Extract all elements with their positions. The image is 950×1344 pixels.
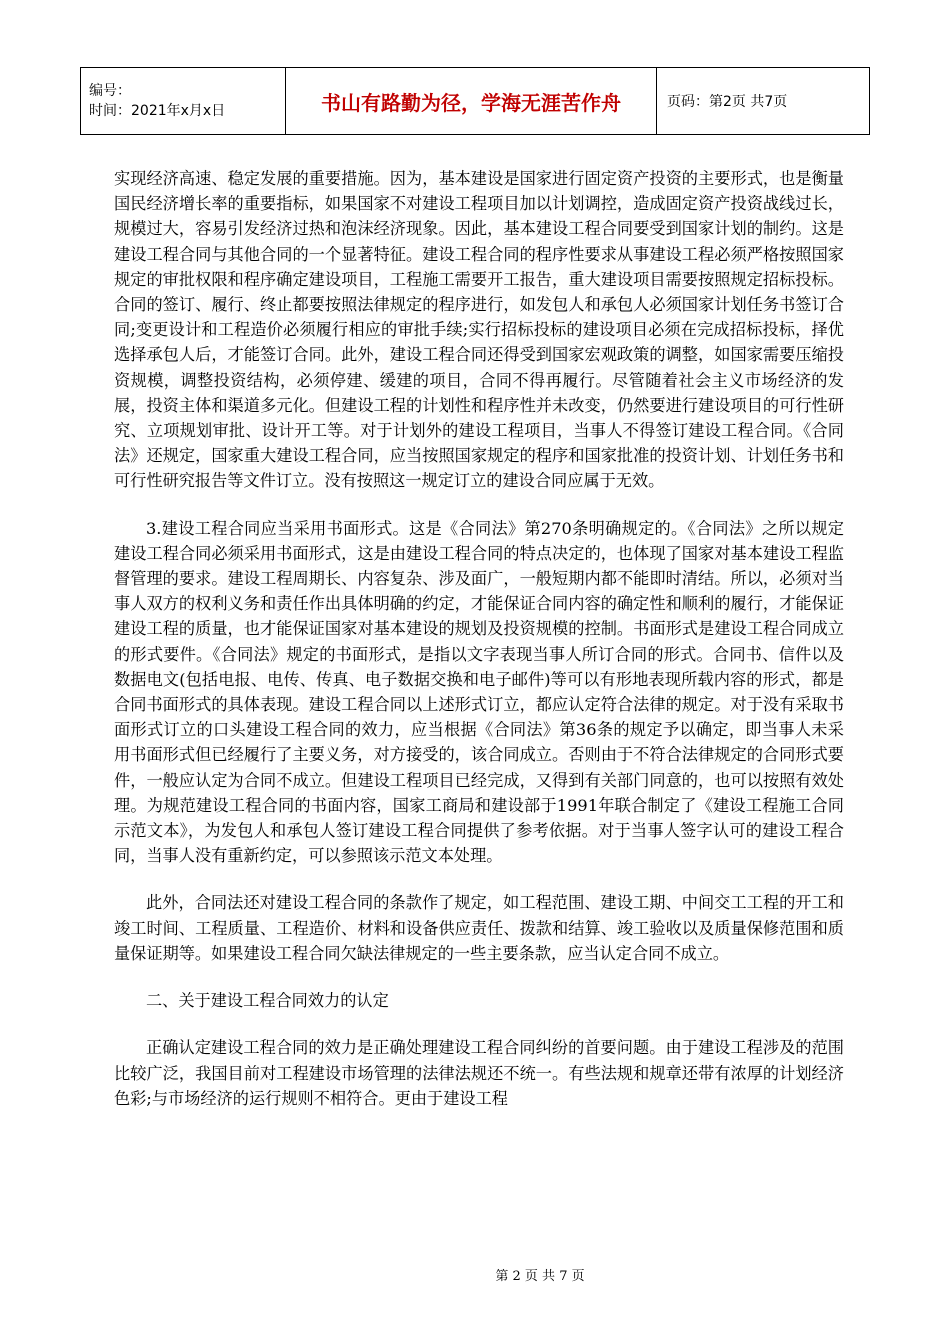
body-paragraph: 实现经济高速、稳定发展的重要措施。因为，基本建设是国家进行固定资产投资的主要形式，也是衡量国民经济增长率的重要指标，如果国家不对建设工程项目加以计划调控，造成固定资产投资战线过长，规模过大，容易引发经济过热和泡沫经济现象。因此，基本建设工程合同要受到国家计划的制约。这是建设工程合同与其他合同的一个显著特征。建设工程合同的程序性要求从事建设工程必须严格按照国家规定的审批权限和程序确定建设项目，工程施工需要开工报告，重大建设项目需要按照规定招标投标。合同的签订、履行、终止都要按照法律规定的程序进行，如发包人和承包人必须国家计划任务书签订合同;变更设计和工程造价必须履行相应的审批手续;实行招标投标的建设项目必须在完成招标投标，择优选择承包人后，才能签订合同。此外，建设工程合同还得受到国家宏观政策的调整，如国家需要压缩投资规模，调整投资结构，必须停建、缓建的项目，合同不得再履行。尽管随着社会主义市场经济的发展，投资主体和渠道多元化。但建设工程的计划性和程序性并未改变，仍然要进行建设项目的可行性研究、立项规划审批、设计开工等。对于计划外的建设工程项目，当事人不得签订建设工程合同。《合同法》还规定，国家重大建设工程合同，应当按照国家规定的程序和国家批准的投资计划、计划任务书和可行性研究报告等文件订立。没有按照这一规定订立的建设合同应属于无效。 — [114, 169, 844, 491]
page-footer: 第 2 页 共 7 页 — [495, 1269, 585, 1284]
page-header — [80, 67, 870, 135]
header-meta — [81, 68, 286, 135]
header-page-number: 页码：第2页 共7页 — [657, 68, 870, 135]
body-paragraph: 3.建设工程合同应当采用书面形式。这是《合同法》第270条明确规定的。《合同法》之所以规定建设工程合同必须采用书面形式，这是由建设工程合同的特点决定的，也体现了国家对基本建设工程监督管理的要求。建设工程周期长、内容复杂、涉及面广，一般短期内都不能即时清结。所以，必须对当事人双方的权利义务和责任作出具体明确的约定，才能保证合同内容的确定性和顺利的履行，才能保证建设工程的质量，也才能保证国家对基本建设的规划及投资规模的控制。书面形式是建设工程合同成立的形式要件。《合同法》规定的书面形式，是指以文字表现当事人所订合同的形式。合同书、信件以及数据电文(包括电报、电传、传真、电子数据交换和电子邮件)等可以有形地表现所载内容的形式，都是合同书面形式的具体表现。建设工程合同以上述形式订立，都应认定符合法律的规定。对于没有采取书面形式订立的口头建设工程合同的效力，应当根据《合同法》第36条的规定予以确定，即当事人未采用书面形式但已经履行了主要义务，对方接受的，该合同成立。否则由于不符合法律规定的合同形式要件，一般应认定为合同不成立。但建设工程项目已经完成，又得到有关部门同意的，也可以按照有效处理。为规范建设工程合同的书面内容，国家工商局和建设部于1991年联合制定了《建设工程施工合同示范文本》，为发包人和承包人签订建设工程合同提供了参考依据。对于当事人签字认可的建设工程合同，当事人没有重新约定，可以参照该示范文本处理。 — [114, 518, 844, 866]
document-number-label: 编号： — [89, 83, 131, 99]
section-heading: 二、关于建设工程合同效力的认定 — [146, 991, 389, 1011]
document-time-label: 时间：2021年x月x日 — [89, 103, 226, 119]
document-body — [114, 166, 844, 1111]
body-paragraph: 正确认定建设工程合同的效力是正确处理建设工程合同纠纷的首要问题。由于建设工程涉及的范围比较广泛，我国目前对工程建设市场管理的法律法规还不统一。有些法规和规章还带有浓厚的计划经济色彩;与市场经济的运行规则不相符合。更由于建设工程 — [114, 1038, 844, 1108]
header-motto: 书山有路勤为径，学海无涯苦作舟 — [286, 68, 657, 135]
body-paragraph: 此外，合同法还对建设工程合同的条款作了规定，如工程范围、建设工期、中间交工工程的开工和竣工时间、工程质量、工程造价、材料和设备供应责任、拨款和结算、竣工验收以及质量保修范围和质量保证期等。如果建设工程合同欠缺法律规定的一些主要条款，应当认定合同不成立。 — [114, 893, 844, 963]
